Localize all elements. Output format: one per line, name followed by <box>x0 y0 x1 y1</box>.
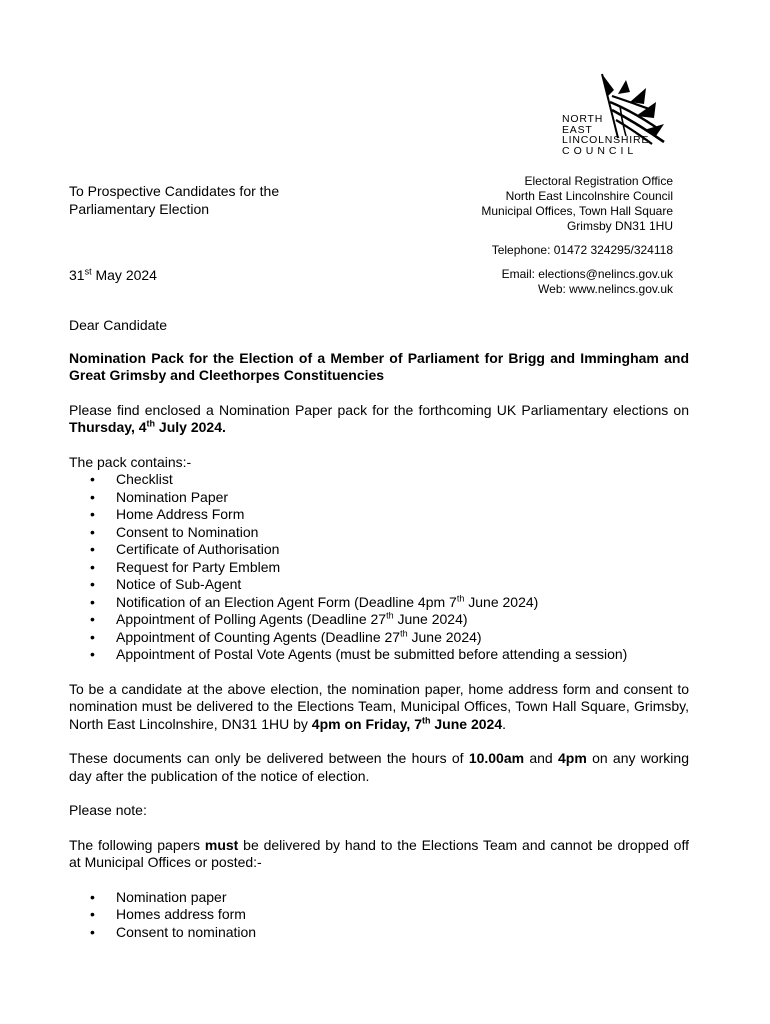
date-suffix: st <box>84 266 92 277</box>
list-item: • Certificate of Authorisation <box>69 541 689 559</box>
list-item: • Request for Party Emblem <box>69 559 689 577</box>
council-logo <box>560 72 680 164</box>
hand-delivery-paragraph: The following papers must be delivered by hand to the Elections Team and cannot be dropped off at Municipal Offices or posted:- <box>69 836 689 870</box>
office-council: North East Lincolnshire Council <box>505 189 673 203</box>
hours-paragraph: These documents can only be delivered between the hours of 10.00am and 4pm on any working day after the publication of the notice of election. <box>69 750 689 784</box>
letter-body <box>69 317 689 941</box>
addressee-line-2: Parliamentary Election <box>69 201 210 217</box>
list-item: • Notification of an Election Agent Form (Deadline 4pm 7th June 2024) <box>69 594 689 612</box>
logo-line-lincolnshire: LINCOLNSHIRE <box>562 134 650 146</box>
please-note: Please note: <box>69 802 147 818</box>
hand-delivery-list <box>69 889 689 942</box>
list-item: • Homes address form <box>69 906 689 924</box>
intro-paragraph <box>69 402 689 437</box>
date-day: 31 <box>69 267 85 283</box>
list-item: • Appointment of Postal Vote Agents (must be submitted before attending a session) <box>69 646 689 664</box>
logo-wordmark <box>562 114 649 156</box>
list-item: • Checklist <box>69 471 689 489</box>
office-address-block <box>481 174 673 297</box>
office-web: Web: www.nelincs.gov.uk <box>538 282 673 296</box>
list-item: • Appointment of Polling Agents (Deadline 27th June 2024) <box>69 611 689 629</box>
office-address-2: Grimsby DN31 1HU <box>566 219 673 233</box>
pack-contents-list <box>69 471 689 664</box>
pack-heading: The pack contains:- <box>69 453 192 470</box>
list-item: • Nomination Paper <box>69 489 689 507</box>
logo-line-council: COUNCIL <box>562 144 638 157</box>
office-name: Electoral Registration Office <box>524 174 673 188</box>
list-item: • Appointment of Counting Agents (Deadline 27th June 2024) <box>69 629 689 647</box>
logo-line-east: EAST <box>562 123 593 136</box>
logo-line-north: NORTH <box>562 113 604 125</box>
addressee-line-1: To Prospective Candidates for the <box>69 183 280 199</box>
office-telephone: Telephone: 01472 324295/324118 <box>491 243 673 257</box>
date-rest: May 2024 <box>91 267 157 283</box>
list-item: • Notice of Sub-Agent <box>69 576 689 594</box>
intro-text: Please find enclosed a Nomination Paper pack for the forthcoming UK Parliamentary elections on <box>69 401 689 418</box>
salutation: Dear Candidate <box>69 317 168 333</box>
list-item: • Home Address Form <box>69 506 689 524</box>
candidate-paragraph: To be a candidate at the above election, the nomination paper, home address form and consent to nomination must be delivered to the Elections Team, Municipal Offices, Town Hall Square, Grimsby, North East Lincolnshire, DN31 1HU by 4pm on Friday, 7th June 2024. <box>69 680 689 732</box>
addressee <box>69 182 279 218</box>
intro-date-sup: th <box>146 418 156 429</box>
office-address-1: Municipal Offices, Town Hall Square <box>481 204 673 218</box>
list-item: • Nomination paper <box>69 889 689 907</box>
list-item: • Consent to Nomination <box>69 524 689 542</box>
list-item: • Consent to nomination <box>69 924 689 942</box>
intro-date-b: July 2024. <box>155 419 226 435</box>
letter-date <box>69 267 157 283</box>
intro-date-a: Thursday, 4 <box>69 419 147 435</box>
subject-line: Nomination Pack for the Election of a Member of Parliament for Brigg and Immingham and Great Grimsby and Cleethorpes Constituencies <box>69 349 689 383</box>
office-email: Email: elections@nelincs.gov.uk <box>501 267 673 281</box>
